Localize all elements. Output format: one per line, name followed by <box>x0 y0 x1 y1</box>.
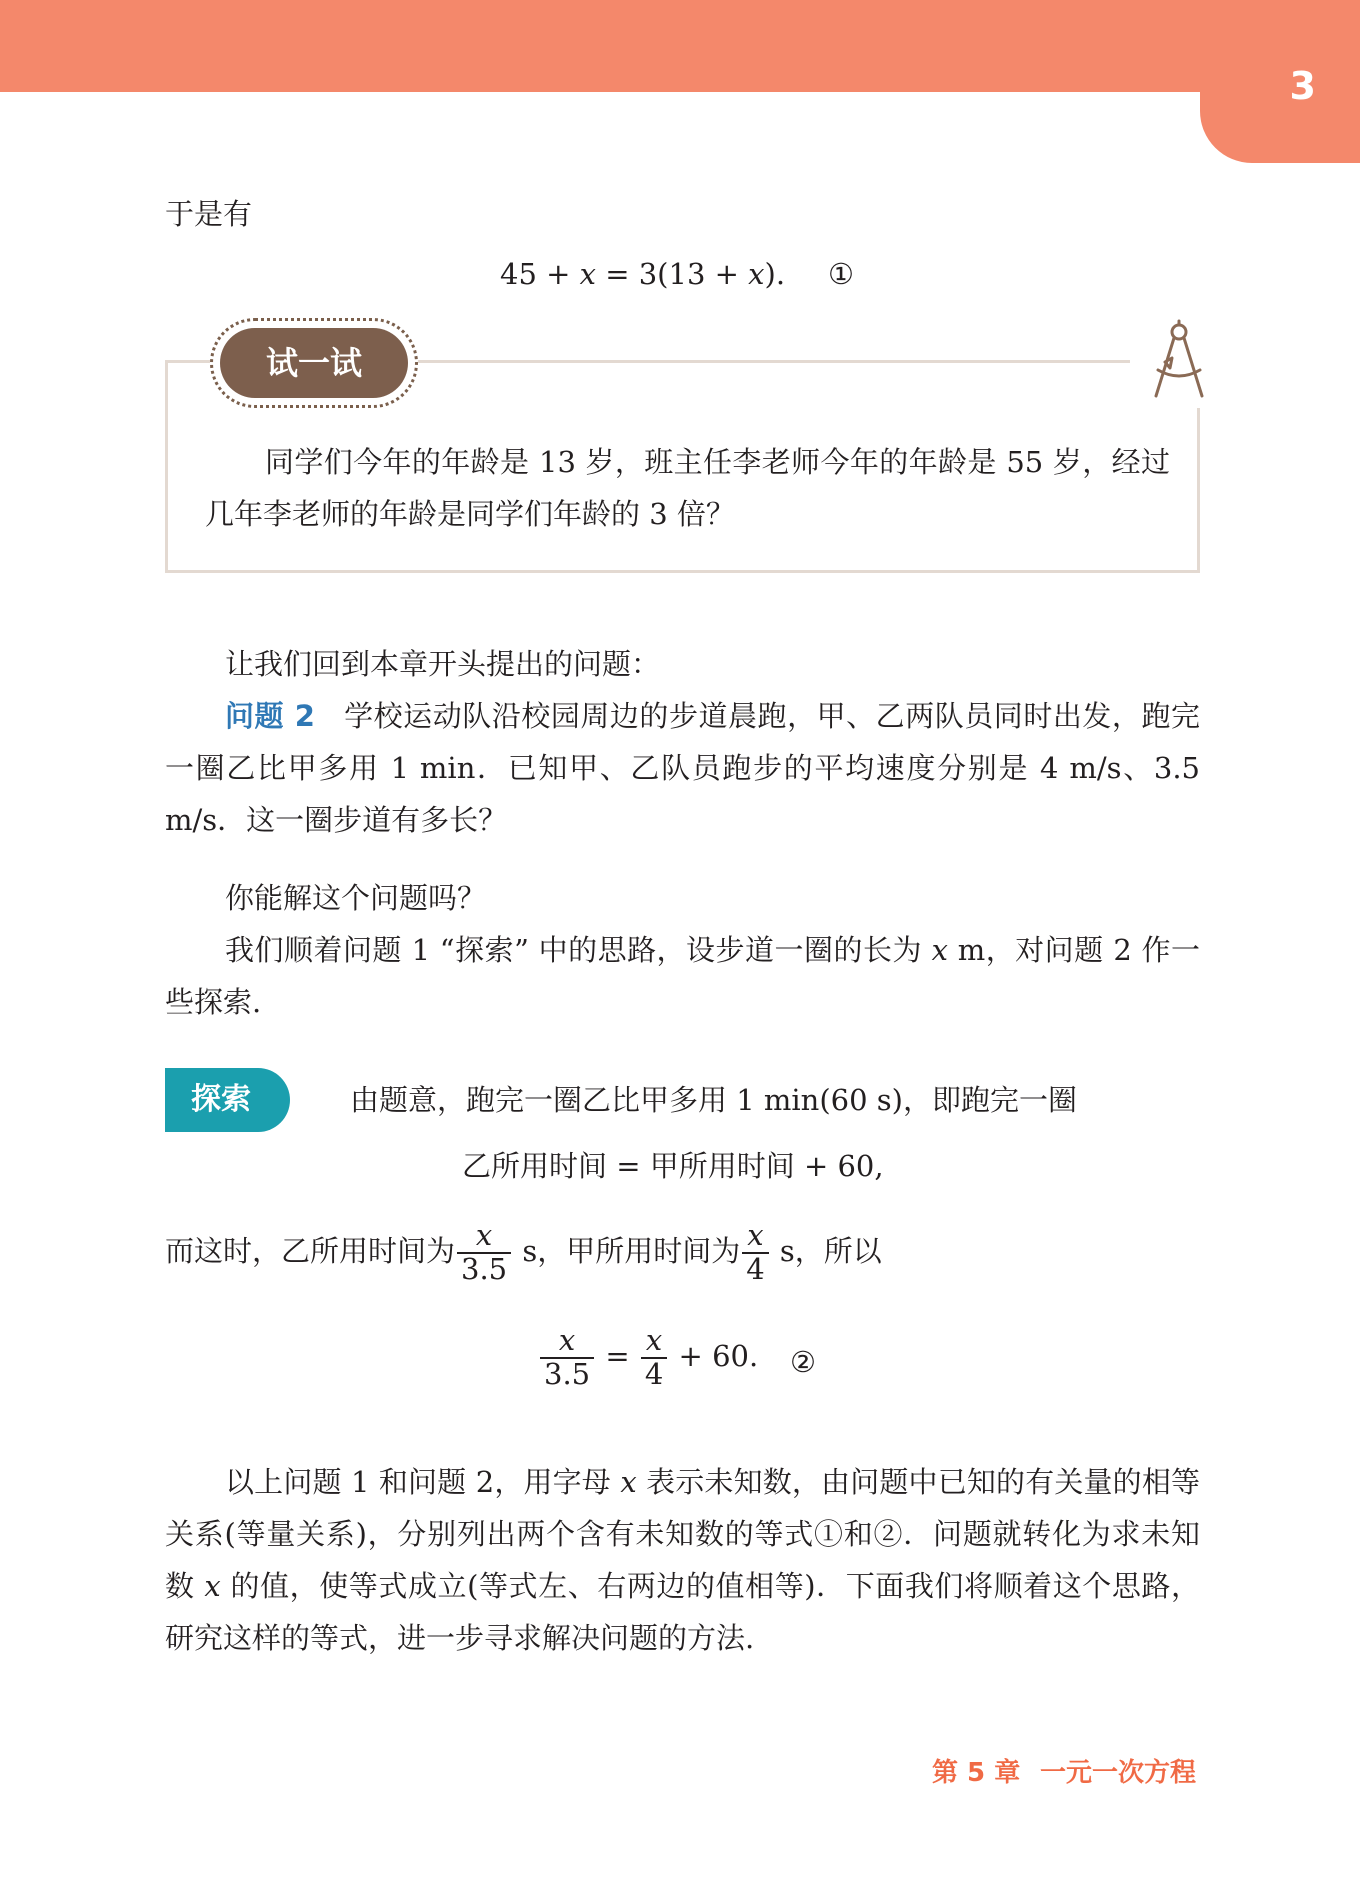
footer-chapter-title: 一元一次方程 <box>1040 1758 1197 1788</box>
summary-var-x: x <box>204 1569 221 1603</box>
fraction-numerator: x <box>540 1325 594 1359</box>
back-to-problem-line: 让我们回到本章开头提出的问题： <box>225 647 661 681</box>
fraction-numerator: x <box>742 1220 768 1254</box>
time-line <box>165 1220 882 1286</box>
try-it-title: 试一试 <box>220 328 408 398</box>
eq2-right-fraction <box>641 1325 667 1391</box>
idea-var-x: x <box>931 933 948 967</box>
page-number: 3 <box>1289 64 1316 108</box>
idea-part-a: 我们顺着问题 1 “探索” 中的思路，设步道一圈的长为 <box>225 933 932 967</box>
explore-line-2: 乙所用时间 = 甲所用时间 + 60, <box>462 1149 884 1183</box>
eq1-var-x: x <box>579 257 596 291</box>
eq2-tail: + 60. <box>669 1338 759 1373</box>
footer-chapter: 第 5 章 <box>932 1758 1021 1788</box>
fraction-denominator: 3.5 <box>544 1356 591 1391</box>
fraction-numerator: x <box>457 1220 511 1254</box>
fraction-x-over-3.5 <box>457 1220 511 1286</box>
explore-line-1: 由题意，跑完一圈乙比甲多用 1 min(60 s)，即跑完一圈 <box>350 1083 1077 1117</box>
question-line: 你能解这个问题吗？ <box>225 881 487 915</box>
eq1-part-b: = 3(13 + <box>596 257 749 291</box>
problem-2-label: 问题 2 <box>225 699 315 733</box>
summary-part-a: 以上问题 1 和问题 2，用字母 <box>225 1465 621 1499</box>
equation-1-label: ① <box>828 257 854 291</box>
header-band <box>0 0 1360 92</box>
fraction-x-over-4 <box>742 1220 768 1286</box>
equation-1 <box>500 248 785 300</box>
fraction-denominator: 3.5 <box>461 1251 508 1286</box>
eq1-part-c: ). <box>764 257 786 291</box>
eq1-part-a: 45 + <box>500 257 580 291</box>
equation-2-label: ② <box>790 1345 816 1379</box>
summary-var-x: x <box>620 1465 637 1499</box>
intro-line: 于是有 <box>165 197 253 231</box>
equation-2 <box>538 1325 758 1391</box>
explore-tab: 探索 <box>165 1068 290 1132</box>
summary-paragraph <box>165 1456 1200 1664</box>
idea-paragraph <box>165 924 1200 1028</box>
idea-part-b: m，对问题 2 作一些探索. <box>165 933 1200 1019</box>
time-line-part-c: s，所以 <box>770 1233 882 1268</box>
problem-2 <box>165 690 1200 846</box>
time-line-part-b: s，甲所用时间为 <box>513 1233 741 1268</box>
fraction-denominator: 4 <box>746 1251 765 1286</box>
drafting-compass-icon <box>1148 318 1210 404</box>
fraction-denominator: 4 <box>644 1356 664 1391</box>
eq1-var-x: x <box>748 257 765 291</box>
eq2-equals: = <box>596 1338 639 1373</box>
problem-2-text: 学校运动队沿校园周边的步道晨跑，甲、乙两队员同时出发，跑完一圈乙比甲多用 1 min．已知甲、乙队员跑步的平均速度分别是 4 m/s、3.5 m/s．这一圈步道有多长？ <box>165 699 1200 837</box>
summary-part-b: 表示未知数，由问题中已知的有关量的相等关系(等量关系)，分别列出两个含有未知数的等式①和②．问题就转化为求未知数 <box>165 1465 1200 1603</box>
eq2-left-fraction <box>540 1325 594 1391</box>
page-number-tab <box>1200 60 1360 163</box>
summary-part-c: 的值，使等式成立(等式左、右两边的值相等)．下面我们将顺着这个思路，研究这样的等式，进一步寻求解决问题的方法. <box>165 1569 1201 1655</box>
fraction-numerator: x <box>641 1325 667 1359</box>
try-it-text: 同学们今年的年龄是 13 岁，班主任李老师今年的年龄是 55 岁，经过几年李老师的年龄是同学们年龄的 3 倍？ <box>205 445 1170 531</box>
time-line-part-a: 而这时，乙所用时间为 <box>165 1233 456 1268</box>
